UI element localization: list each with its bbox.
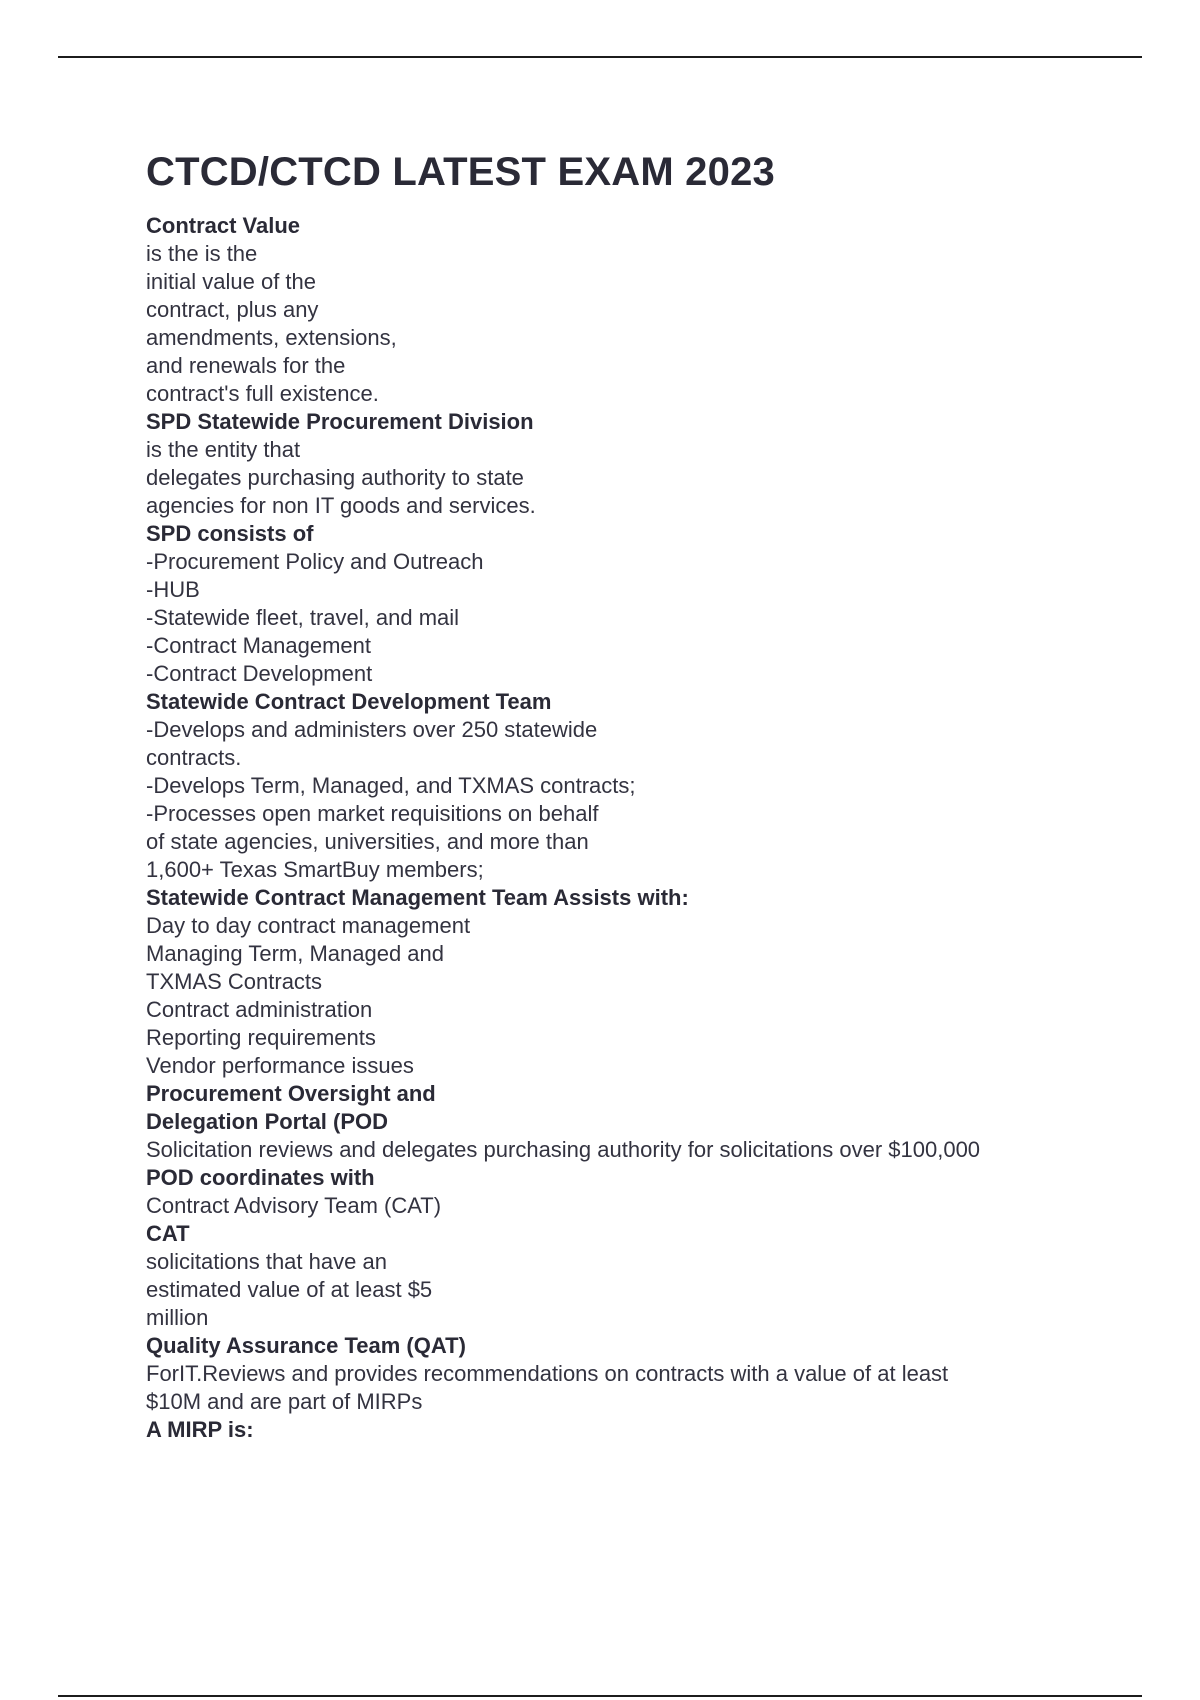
term-definition: solicitations that have an estimated value of at least $5 million [146, 1249, 433, 1330]
term-definition: Solicitation reviews and delegates purchasing authority for solicitations over $100,000 [146, 1137, 981, 1162]
term-definition: Contract Advisory Team (CAT) [146, 1193, 442, 1218]
top-divider [58, 56, 1142, 58]
bottom-divider [58, 1695, 1142, 1697]
document-body [146, 146, 1096, 1444]
entry-contract-value [146, 212, 1096, 408]
entry-contract-development-team [146, 688, 1096, 884]
document-title: CTCD/CTCD LATEST EXAM 2023 [146, 150, 775, 194]
term-heading: Statewide Contract Development Team [146, 689, 552, 714]
term-heading: Statewide Contract Management Team Assists with: [146, 885, 689, 910]
entry-qat [146, 1332, 1096, 1416]
entry-spd-consists-of [146, 520, 1096, 688]
term-heading: Procurement Oversight and Delegation Portal (POD [146, 1081, 436, 1134]
term-definition: ForIT.Reviews and provides recommendations on contracts with a value of at least $10M and are part of MIRPs [146, 1361, 949, 1414]
term-heading: CAT [146, 1221, 190, 1246]
term-definition: is the entity that delegates purchasing authority to state agencies for non IT goods and services. [146, 437, 536, 518]
entry-cat [146, 1220, 1096, 1332]
entry-pod-coordinates [146, 1164, 1096, 1220]
entry-spd [146, 408, 1096, 520]
term-definition: Day to day contract management Managing Term, Managed and TXMAS Contracts Contract administration Reporting requirements Vendor performance issues [146, 913, 471, 1078]
term-heading: SPD consists of [146, 521, 314, 546]
entry-pod [146, 1080, 1096, 1164]
entry-mirp [146, 1416, 1096, 1444]
term-heading: Contract Value [146, 213, 301, 238]
term-definition: -Develops and administers over 250 statewide contracts. -Develops Term, Managed, and TXMAS contracts; -Processes open market requisitions on behalf of state agencies, universities, and more than 1,600+ Texas SmartBuy members; [146, 717, 636, 882]
term-heading: A MIRP is: [146, 1417, 254, 1442]
term-heading: SPD Statewide Procurement Division [146, 409, 534, 434]
term-heading: Quality Assurance Team (QAT) [146, 1333, 466, 1358]
term-definition: is the is the initial value of the contract, plus any amendments, extensions, and renewals for the contract's full existence. [146, 241, 397, 406]
term-definition: -Procurement Policy and Outreach -HUB -Statewide fleet, travel, and mail -Contract Management -Contract Development [146, 549, 484, 686]
term-heading: POD coordinates with [146, 1165, 375, 1190]
entry-contract-management-team [146, 884, 1096, 1080]
